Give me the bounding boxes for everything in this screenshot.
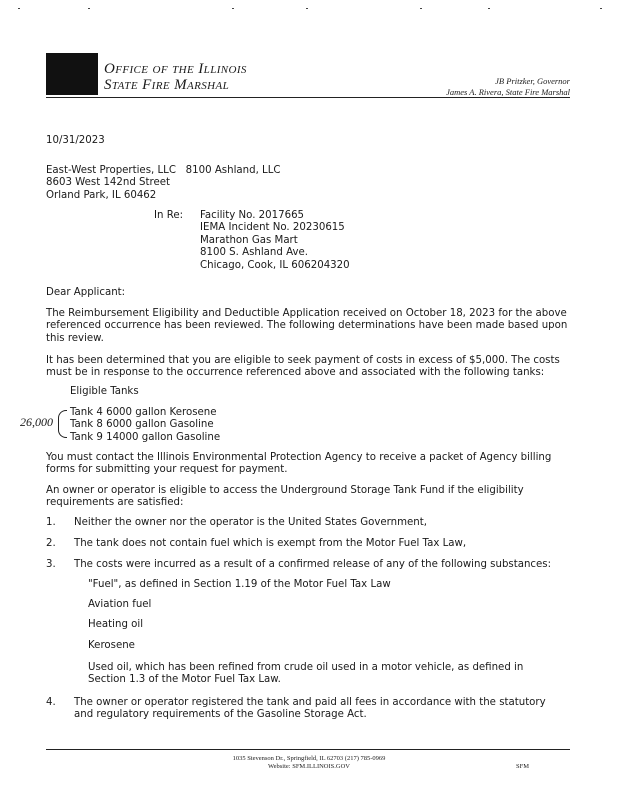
footer-address: 1035 Stevenson Dr., Springfield, IL 62703 (217) 785-0969 [232,755,386,762]
footer-rule [46,749,570,750]
letterhead-rule [46,97,570,98]
paragraph-eligibility: It has been determined that you are eligible to seek payment of costs in excess of $5,000. The costs must be in response to the occurrence referenced above and associated with the following tanks: [46,355,560,379]
substance-item: "Fuel", as defined in Section 1.19 of the Motor Fuel Tax Law [88,579,391,590]
substance-item: Aviation fuel [88,599,152,610]
requirement-text: The costs were incurred as a result of a confirmed release of any of the following substances: [74,559,552,570]
governor-name: JB Pritzker, Governor [495,76,570,86]
paragraph-requirements-intro: An owner or operator is eligible to access the Underground Storage Tank Fund if the eligibility requirements are satisfied: [46,485,524,509]
footer-badge: SFM [516,763,530,770]
in-re-city: Chicago, Cook, IL 606204320 [200,259,350,271]
office-title [104,61,247,93]
scan-mark [420,8,422,9]
in-re-site-name: Marathon Gas Mart [200,234,298,246]
tank-item: Tank 4 6000 gallon Kerosene [70,407,217,418]
in-re-incident: IEMA Incident No. 20230615 [200,222,345,234]
addressee-line-1: East-West Properties, LLC 8100 Ashland, LLC [46,165,281,176]
requirement-number: 4. [46,697,56,708]
addressee-block [46,165,281,202]
addressee-line-3: Orland Park, IL 60462 [46,189,157,201]
addressee-line-2: 8603 West 142nd Street [46,177,171,189]
marshal-name: James A. Rivera, State Fire Marshal [446,87,570,97]
office-line-2: State Fire Marshal [104,77,230,93]
requirement-number: 3. [46,559,56,570]
requirement-number: 2. [46,538,56,549]
substance-item: Used oil, which has been refined from crude oil used in a motor vehicle, as defined in Section 1.3 of the Motor Fuel Tax Law. [88,662,524,686]
scan-mark [488,8,490,9]
osfm-logo-icon [46,53,98,95]
tank-item: Tank 8 6000 gallon Gasoline [70,419,214,431]
substance-item: Kerosene [88,640,135,651]
scan-mark [18,8,20,9]
scan-mark [232,8,234,9]
tank-item: Tank 9 14000 gallon Gasoline [70,431,221,443]
substance-item: Heating oil [88,619,144,630]
paragraph-review: The Reimbursement Eligibility and Deductible Application received on October 18, 2023 for the above referenced occurrence has been reviewed. The following determinations have been made based upon this review. [46,308,568,344]
in-re-block [200,210,350,272]
requirement-text: The owner or operator registered the tank and paid all fees in accordance with the statutory and regulatory requirements of the Gasoline Storage Act. [74,697,546,721]
tank-list [70,407,220,444]
eligible-tanks-heading: Eligible Tanks [70,386,139,397]
scan-mark [600,8,602,9]
office-line-1: Office of the Illinois [104,61,247,77]
in-re-street: 8100 S. Ashland Ave. [200,247,308,259]
requirement-number: 1. [46,517,56,528]
scan-mark [88,8,90,9]
scan-mark [306,8,308,9]
handwritten-brace [58,410,67,438]
requirement-text: Neither the owner nor the operator is the United States Government, [74,517,427,528]
handwritten-note: 26,000 [20,415,53,429]
paragraph-contact-iepa: You must contact the Illinois Environmental Protection Agency to receive a packet of Agency billing forms for submitting your request for payment. [46,452,552,476]
salutation: Dear Applicant: [46,287,126,298]
footer-website: Website: SFM.ILLINOIS.GOV [268,763,350,770]
in-re-label: In Re: [154,210,184,221]
in-re-facility: Facility No. 2017665 [200,210,305,221]
letter-date: 10/31/2023 [46,135,105,146]
requirement-text: The tank does not contain fuel which is exempt from the Motor Fuel Tax Law, [74,538,467,549]
